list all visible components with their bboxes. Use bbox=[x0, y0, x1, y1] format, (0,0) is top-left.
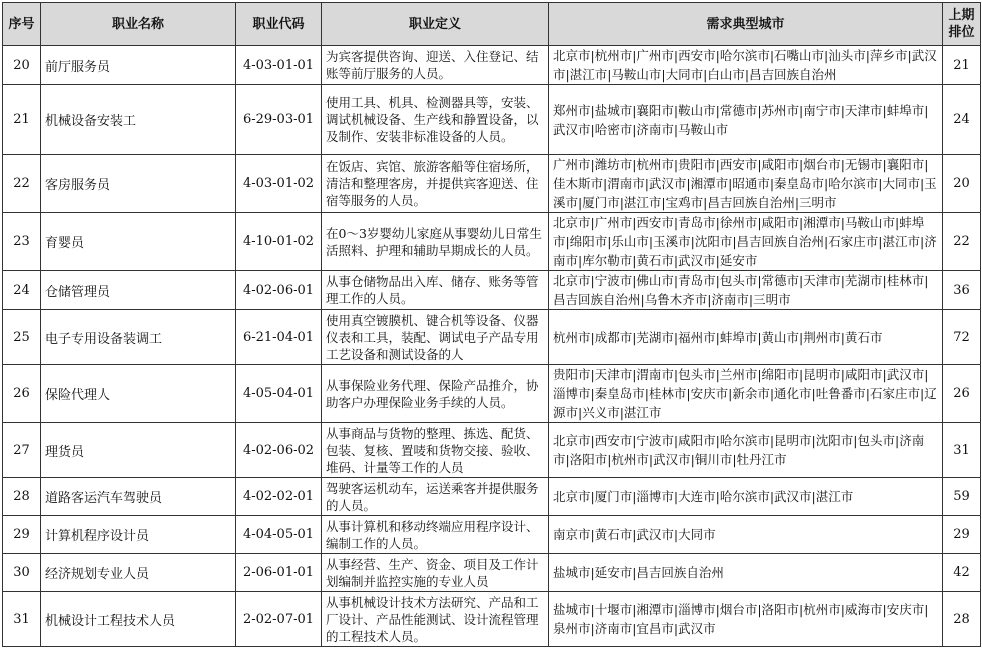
previous-rank-cell: 36 bbox=[943, 271, 981, 310]
occupation-name-cell: 前厅服务员 bbox=[41, 46, 236, 85]
occupation-code-cell: 4-03-01-01 bbox=[236, 46, 322, 85]
occupation-name-cell: 育婴员 bbox=[41, 213, 236, 271]
occupation-name-cell: 电子专用设备装调工 bbox=[41, 310, 236, 365]
occupation-code-cell: 6-29-03-01 bbox=[236, 85, 322, 155]
index-cell: 21 bbox=[3, 85, 41, 155]
index-cell: 22 bbox=[3, 155, 41, 213]
occupation-name-cell: 仓储管理员 bbox=[41, 271, 236, 310]
previous-rank-cell: 21 bbox=[943, 46, 981, 85]
occupation-code-cell: 4-02-02-01 bbox=[236, 478, 322, 516]
header-typical-cities: 需求典型城市 bbox=[549, 3, 943, 46]
occupation-name-cell: 道路客运汽车驾驶员 bbox=[41, 478, 236, 516]
typical-cities-cell: 郑州市|盐城市|襄阳市|鞍山市|常德市|苏州市|南宁市|天津市|蚌埠市|武汉市|哈密市|济南市|马鞍山市 bbox=[549, 85, 943, 155]
occupation-name-cell: 保险代理人 bbox=[41, 365, 236, 423]
typical-cities-cell: 南京市|黄石市|武汉市|大同市 bbox=[549, 516, 943, 554]
previous-rank-cell: 29 bbox=[943, 516, 981, 554]
typical-cities-cell: 北京市|广州市|西安市|青岛市|徐州市|咸阳市|湘潭市|马鞍山市|蚌埠市|绵阳市|乐山市|玉溪市|沈阳市|昌吉回族自治州|石家庄市|湛江市|济南市|库尔勒市|黄石市|武汉市|延安市 bbox=[549, 213, 943, 271]
table-row bbox=[3, 516, 981, 554]
table-row bbox=[3, 592, 981, 647]
typical-cities-cell: 盐城市|十堰市|湘潭市|淄博市|烟台市|洛阳市|杭州市|威海市|安庆市|泉州市|济南市|宜昌市|武汉市 bbox=[549, 592, 943, 647]
table-row bbox=[3, 85, 981, 155]
index-cell: 20 bbox=[3, 46, 41, 85]
table-row bbox=[3, 554, 981, 592]
typical-cities-cell: 盐城市|延安市|昌吉回族自治州 bbox=[549, 554, 943, 592]
table-row bbox=[3, 310, 981, 365]
occupation-definition-cell: 为宾客提供咨询、迎送、入住登记、结账等前厅服务的人员。 bbox=[322, 46, 549, 85]
occupation-name-cell: 理货员 bbox=[41, 423, 236, 478]
index-cell: 24 bbox=[3, 271, 41, 310]
occupation-name-cell: 机械设计工程技术人员 bbox=[41, 592, 236, 647]
typical-cities-cell: 北京市|宁波市|佛山市|青岛市|包头市|常德市|天津市|芜湖市|桂林市|昌吉回族自治州|乌鲁木齐市|济南市|三明市 bbox=[549, 271, 943, 310]
previous-rank-cell: 31 bbox=[943, 423, 981, 478]
occupation-code-cell: 4-02-06-02 bbox=[236, 423, 322, 478]
occupation-code-cell: 2-06-01-01 bbox=[236, 554, 322, 592]
typical-cities-cell: 北京市|杭州市|广州市|西安市|哈尔滨市|石嘴山市|汕头市|萍乡市|武汉市|湛江市|马鞍山市|大同市|白山市|昌吉回族自治州 bbox=[549, 46, 943, 85]
occupation-name-cell: 机械设备安装工 bbox=[41, 85, 236, 155]
previous-rank-cell: 42 bbox=[943, 554, 981, 592]
previous-rank-cell: 20 bbox=[943, 155, 981, 213]
typical-cities-cell: 广州市|潍坊市|杭州市|贵阳市|西安市|咸阳市|烟台市|无锡市|襄阳市|佳木斯市|渭南市|武汉市|湘潭市|昭通市|秦皇岛市|哈尔滨市|大同市|玉溪市|厦门市|湛江市|宝鸡市|昌吉回族自治州|三明市 bbox=[549, 155, 943, 213]
occupation-definition-cell: 从事仓储物品出入库、储存、账务等管理工作的人员。 bbox=[322, 271, 549, 310]
typical-cities-cell: 北京市|厦门市|淄博市|大连市|哈尔滨市|武汉市|湛江市 bbox=[549, 478, 943, 516]
occupation-code-cell: 4-02-06-01 bbox=[236, 271, 322, 310]
occupation-name-cell: 经济规划专业人员 bbox=[41, 554, 236, 592]
occupation-definition-cell: 在0～3岁婴幼儿家庭从事婴幼儿日常生活照料、护理和辅助早期成长的人员。 bbox=[322, 213, 549, 271]
header-row bbox=[3, 3, 981, 46]
table-row bbox=[3, 423, 981, 478]
previous-rank-cell: 59 bbox=[943, 478, 981, 516]
occupation-name-cell: 客房服务员 bbox=[41, 155, 236, 213]
table-row bbox=[3, 365, 981, 423]
previous-rank-cell: 28 bbox=[943, 592, 981, 647]
previous-rank-cell: 72 bbox=[943, 310, 981, 365]
occupation-definition-cell: 驾驶客运机动车，运送乘客并提供服务的人员。 bbox=[322, 478, 549, 516]
header-occupation-definition: 职业定义 bbox=[322, 3, 549, 46]
previous-rank-cell: 24 bbox=[943, 85, 981, 155]
occupation-code-cell: 4-04-05-01 bbox=[236, 516, 322, 554]
previous-rank-cell: 22 bbox=[943, 213, 981, 271]
table-row bbox=[3, 271, 981, 310]
table-row bbox=[3, 478, 981, 516]
occupation-definition-cell: 从事经营、生产、资金、项目及工作计划编制并监控实施的专业人员 bbox=[322, 554, 549, 592]
occupation-definition-cell: 从事保险业务代理、保险产品推介，协助客户办理保险业务手续的人员。 bbox=[322, 365, 549, 423]
occupation-name-cell: 计算机程序设计员 bbox=[41, 516, 236, 554]
header-index: 序号 bbox=[3, 3, 41, 46]
occupation-code-cell: 4-03-01-02 bbox=[236, 155, 322, 213]
index-cell: 30 bbox=[3, 554, 41, 592]
header-occupation-code: 职业代码 bbox=[236, 3, 322, 46]
typical-cities-cell: 贵阳市|天津市|渭南市|包头市|兰州市|绵阳市|昆明市|咸阳市|武汉市|淄博市|秦皇岛市|桂林市|安庆市|新余市|通化市|吐鲁番市|石家庄市|辽源市|兴义市|湛江市 bbox=[549, 365, 943, 423]
occupation-definition-cell: 在饭店、宾馆、旅游客船等住宿场所，清洁和整理客房，并提供宾客迎送、住宿等服务的人员。 bbox=[322, 155, 549, 213]
previous-rank-cell: 26 bbox=[943, 365, 981, 423]
header-occupation-name: 职业名称 bbox=[41, 3, 236, 46]
typical-cities-cell: 杭州市|成都市|芜湖市|福州市|蚌埠市|黄山市|荆州市|黄石市 bbox=[549, 310, 943, 365]
typical-cities-cell: 北京市|西安市|宁波市|咸阳市|哈尔滨市|昆明市|沈阳市|包头市|济南市|洛阳市|杭州市|武汉市|铜川市|牡丹江市 bbox=[549, 423, 943, 478]
table-body bbox=[3, 46, 981, 647]
occupation-demand-table bbox=[2, 2, 981, 647]
header-previous-rank: 上期排位 bbox=[943, 3, 981, 46]
index-cell: 27 bbox=[3, 423, 41, 478]
occupation-definition-cell: 使用工具、机具、检测器具等，安装、调试机械设备、生产线和静置设备，以及制作、安装非标准设备的人员。 bbox=[322, 85, 549, 155]
table-container bbox=[2, 2, 981, 647]
occupation-definition-cell: 使用真空镀膜机、键合机等设备、仪器仪表和工具，装配、调试电子产品专用工艺设备和测试设备的人 bbox=[322, 310, 549, 365]
occupation-code-cell: 4-05-04-01 bbox=[236, 365, 322, 423]
index-cell: 25 bbox=[3, 310, 41, 365]
table-row bbox=[3, 155, 981, 213]
occupation-code-cell: 6-21-04-01 bbox=[236, 310, 322, 365]
index-cell: 28 bbox=[3, 478, 41, 516]
occupation-definition-cell: 从事计算机和移动终端应用程序设计、编制工作的人员。 bbox=[322, 516, 549, 554]
table-row bbox=[3, 46, 981, 85]
occupation-code-cell: 2-02-07-01 bbox=[236, 592, 322, 647]
index-cell: 29 bbox=[3, 516, 41, 554]
index-cell: 31 bbox=[3, 592, 41, 647]
occupation-definition-cell: 从事商品与货物的整理、拣选、配货、包装、复核、置唛和货物交接、验收、堆码、计量等工作的人员 bbox=[322, 423, 549, 478]
occupation-definition-cell: 从事机械设计技术方法研究、产品和工厂设计、产品性能测试、设计流程管理的工程技术人员。 bbox=[322, 592, 549, 647]
index-cell: 26 bbox=[3, 365, 41, 423]
table-row bbox=[3, 213, 981, 271]
occupation-code-cell: 4-10-01-02 bbox=[236, 213, 322, 271]
index-cell: 23 bbox=[3, 213, 41, 271]
